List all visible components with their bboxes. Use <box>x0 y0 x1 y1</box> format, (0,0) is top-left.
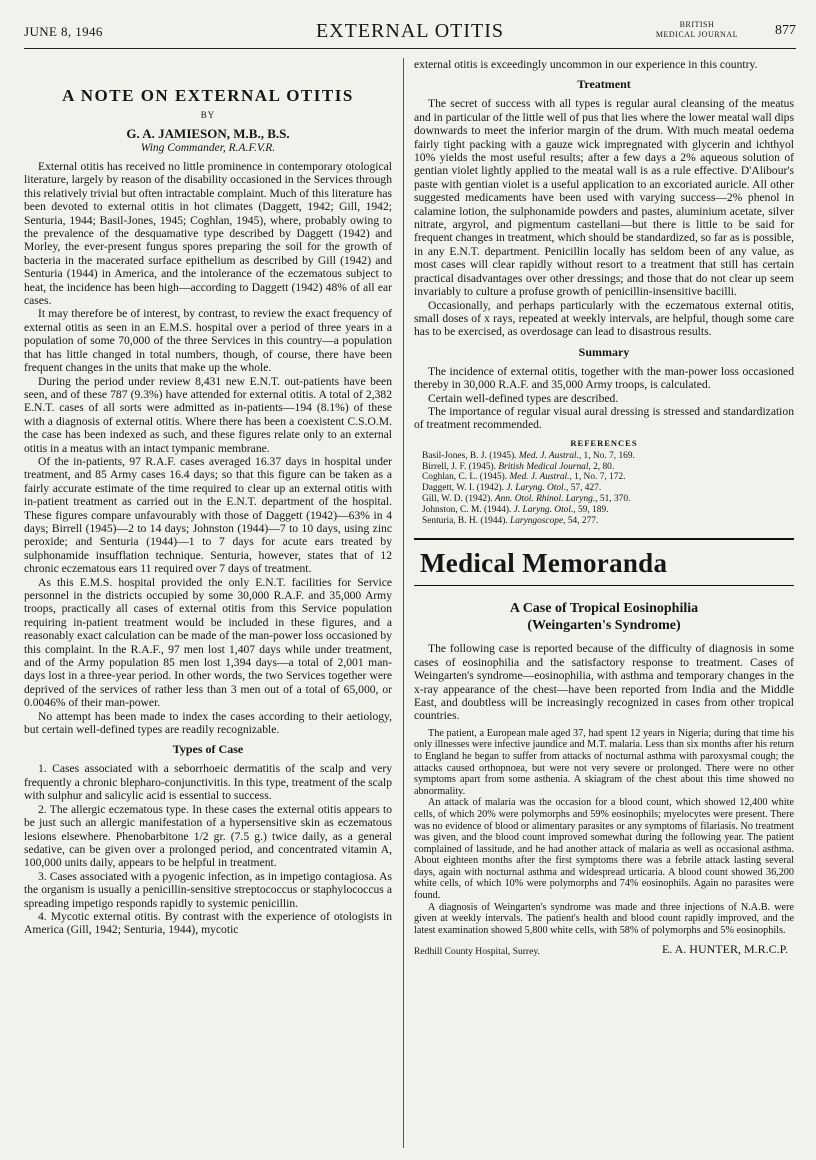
type-item: 3. Cases associated with a pyogenic infection, as in impetigo contagiosa. As the organism is usually a penicillin-sensitive streptococcus or staphylococcus a spreading impetigo responds rapidly to systemic penicillin. <box>24 869 392 910</box>
intro-paragraph: It may therefore be of interest, by contrast, to review the exact frequency of external otitis as seen in an E.M.S. hospital over a period of three years in a population of some 70,000 of the three Services in this country—a population that has little changed in total numbers, though, of course, there have been frequent changes in the units that make up the whole. <box>24 307 392 375</box>
treatment-paragraph: The secret of success with all types is regular aural cleansing of the meatus and in particular of the little well of pus that lies where the lower meatal wall dips downwards to meet the inferior margin of the drum. With much meatal oedema fairly tight packing with a gauze wick impregnated with glycerin and ichthyol 10% yields the most useful results; after a few days a 2% aqueous solution of gentian violet lightly applied to the meatal wall is as a rule effective. D'Alibour's paste with gentian violet is a useful application to an excoriated auricle. All other suggested medicaments have been used with varying success—2% phenol in calamine lotion, the sulphonamide powders and pastes, aluminium acetate, silver nitrate, argyrol, and pigmentum castellani—but there is little to be said for frequent changes in treatment, which should be standardized, so far as is possible, in any E.N.T. department. Penicillin locally has seldom been of any value, as most cases will clear rapidly without resort to a treatment that still has certain practical disadvantages over other dressings; and those that do not clear up seem invariably to culture a profuse growth of penicillin-insensitive bacilli. <box>414 97 794 299</box>
summary-heading: Summary <box>578 344 630 359</box>
types-heading: Types of Case <box>172 742 244 757</box>
references-heading: REFERENCES <box>570 437 638 448</box>
intro-paragraph: Of the in-patients, 97 R.A.F. cases averaged 16.37 days in hospital under treatment, and 85 Army cases 16.4 days; so that this figure can be taken as a fairly accurate estimate of the time required to clear up an external otitis with in-patient treatment as carried out in the E.N.T. department of the hospital. These figures compare unfavourably with those of Daggett (1942)—63% in 4 days; Birrell (1945)—2 to 14 days; Johnston (1944)—7 to 10 days, using zinc peroxide; and Senturia (1944)—1 to 7 days for acute ears treated by sulphonamide insufflation technique. Senturia, however, states that of 12 chronic eczematous ears 11 required over 7 days of treatment. <box>24 454 392 576</box>
author-name: G. A. JAMIESON, M.B., B.S. <box>126 126 290 141</box>
reference-item: Birrell, J. F. (1945). British Medical Journal, 2, 80. <box>422 461 615 472</box>
intro-paragraph: No attempt has been made to index the cases according to their aetiology, but certain well-defined types are readily recognizable. <box>24 709 392 737</box>
case-paragraph: A diagnosis of Weingarten's syndrome was made and three injections of N.A.B. were given at weekly intervals. The patient's health and blood count rapidly improved, and the latest examination showed 5,800 white cells, with 58% of polymorphs and 5% eosinophils. <box>414 901 794 936</box>
issue-date: JUNE 8, 1946 <box>24 24 103 39</box>
type-item: 4. Mycotic external otitis. By contrast with the experience of otologists in America (Gill, 1942; Senturia, 1944), mycotic <box>24 909 392 937</box>
right-column <box>414 58 794 960</box>
reference-item: Basil-Jones, B. J. (1945). Med. J. Austral., 1, No. 7, 169. <box>422 450 635 461</box>
section-rule <box>414 585 794 586</box>
reference-list <box>414 451 794 527</box>
signature-author: E. A. HUNTER, M.R.C.P. <box>661 942 788 957</box>
reference-item: Senturia, B. H. (1944). Laryngoscope, 54, 277. <box>422 515 599 526</box>
left-column <box>24 58 392 937</box>
running-title: EXTERNAL OTITIS <box>315 20 505 42</box>
intro-paragraph: As this E.M.S. hospital provided the only E.N.T. facilities for Service personnel in the districts occupied by some 30,000 R.A.F. and 35,000 Army troops, practically all cases of external otitis from this Service population requiring in-patient treatment would be included in these figures, and a reasonably exact calculation can be made of the man-power loss occasioned by this complaint. In the R.A.F., 97 men lost 1,407 days while under treatment, and of the Army population 85 men lost 1,394 days—a total of 2,001 man-days lost in a three-year period. In other words, the two Services together were deprived of the services of rather less than 3 men out of a total of 65,000, or 0.0046% of their man-power. <box>24 575 392 710</box>
summary-paragraph: The incidence of external otitis, together with the man-power loss occasioned thereby in 30,000 R.A.F. and 35,000 Army troops, is calculated. <box>414 364 794 392</box>
section-rule <box>414 538 794 540</box>
case-paragraph: The patient, a European male aged 37, had spent 12 years in Nigeria; during that time his only illnesses were infective jaundice and M.T. malaria. Less than six months after his return to England he began to suffer from attacks of nocturnal asthma with paroxysmal cough; the attacks caused orthopnoea, but were not very severe or prolonged. There were no other symptoms apart from some asthenia. A skiagram of the chest about this time showed no abnormality. <box>414 727 794 797</box>
case-intro: The following case is reported because of the difficulty of diagnosis in some cases of eosinophilia and the satisfactory response to treatment. Cases of Weingarten's syndrome—eosinophilia, with asthma and temporary changes in the x-ray appearance of the chest—have been reported from India and the Middle East, and doubtless will be increasingly recognized in cases from other tropical countries. <box>414 642 794 723</box>
continuation-text: external otitis is exceedingly uncommon in our experience in this country. <box>414 58 758 71</box>
hospital-name: Redhill County Hospital, Surrey. <box>414 946 540 958</box>
treatment-heading: Treatment <box>577 77 631 92</box>
running-head <box>24 18 796 49</box>
section-banner: Medical Memoranda <box>420 548 668 579</box>
case-title: A Case of Tropical Eosinophilia (Weingarten's Syndrome) <box>509 601 699 634</box>
summary-paragraph: The importance of regular visual aural dressing is stressed and standardization of treatment recommended. <box>414 404 794 432</box>
reference-item: Johnston, C. M. (1944). J. Laryng. Otol., 59, 189. <box>422 504 609 515</box>
reference-item: Daggett, W. I. (1942). J. Laryng. Otol., 57, 427. <box>422 483 602 494</box>
reference-item: Gill, W. D. (1942). Ann. Otol. Rhinol. Laryng., 51, 370. <box>422 493 631 504</box>
page-number: 877 <box>775 23 796 38</box>
author-rank: Wing Commander, R.A.F.V.R. <box>140 142 276 154</box>
intro-paragraph: During the period under review 8,431 new E.N.T. out-patients have been seen, and of these 787 (9.3%) have attended for external otitis. A total of 2,382 E.N.T. cases of all sorts were admitted as in-patients—194 (8.1%) of these with a diagnosis of external otitis. Where there has been a coexistent C.S.O.M. the case has been indexed as such, and these figures relate only to an external otitis in a meatus with an intact tympanic membrane. <box>24 374 392 455</box>
column-divider <box>403 58 404 1148</box>
case-paragraph: An attack of malaria was the occasion for a blood count, which showed 12,400 white cells, of which 20% were polymorphs and 59% eosinophils; myelocytes were present. There was no evidence of blood or alimentary parasites or any symptoms of filariasis. No treatment was given, and the blood count improved somewhat during the following year. The patient complained of lassitude, and he had another attack of malaria as well as occasional asthma. About eighteen months after the first symptoms there was a febrile attack lasting several days, again with nocturnal asthma and widespread urticaria. A blood count showed 36,200 white cells, of which 10% were polymorphs and 74% eosinophils. Again no parasites were found. <box>414 797 794 902</box>
intro-paragraph: External otitis has received no little prominence in contemporary otological literature, largely by reason of the disability occasioned in the Services through this relatively trivial but often intractable complaint. Much of this literature has been devoted to external otitis in hot climates (Daggett, 1942; Gill, 1942; Senturia, 1944; Basil-Jones, 1945; Coghlan, 1945), where, probably owing to the prevalence of the desquamative type described by Daggett (1942) and Morley, the ever-present fungus spores preparing the soil for the growth of bacteria in the macerated surface epithelium as described by Gill (1942) and Senturia (1944) in America, and the intolerance of the eczematous subject to heat, the incidence has been high—according to Daggett (1942) 48% of all ear cases. <box>24 160 392 308</box>
journal-name: BRITISH MEDICAL JOURNAL <box>655 20 738 39</box>
type-item: 1. Cases associated with a seborrhoeic dermatitis of the scalp and very frequently a chronic blepharo-conjunctivitis. In this type, treatment of the scalp with sulphur and salicylic acid is essential to success. <box>24 762 392 803</box>
signature-block <box>414 942 794 960</box>
byline-by: BY <box>200 110 216 120</box>
article-title: A NOTE ON EXTERNAL OTITIS <box>62 86 354 105</box>
treatment-paragraph: Occasionally, and perhaps particularly with the eczematous external otitis, small doses of x rays, repeated at weekly intervals, are helpful, though some care has to be exercised, as overdosage can lead to disastrous results. <box>414 298 794 339</box>
reference-item: Coghlan, C. L. (1945). Med. J. Austral., 1, No. 7, 172. <box>422 472 626 483</box>
summary-paragraph: Certain well-defined types are described. <box>428 391 619 405</box>
type-item: 2. The allergic eczematous type. In these cases the external otitis appears to be just such an allergic manifestation of a hypersensitive skin as eczematous lesions elsewhere. Phenobarbitone 1/2 gr. (7.5 g.) twice daily, as a general sedative, can be given over a prolonged period, and concentrated vitamin A, 100,000 units daily, appears to be helpful in treatment. <box>24 802 392 870</box>
